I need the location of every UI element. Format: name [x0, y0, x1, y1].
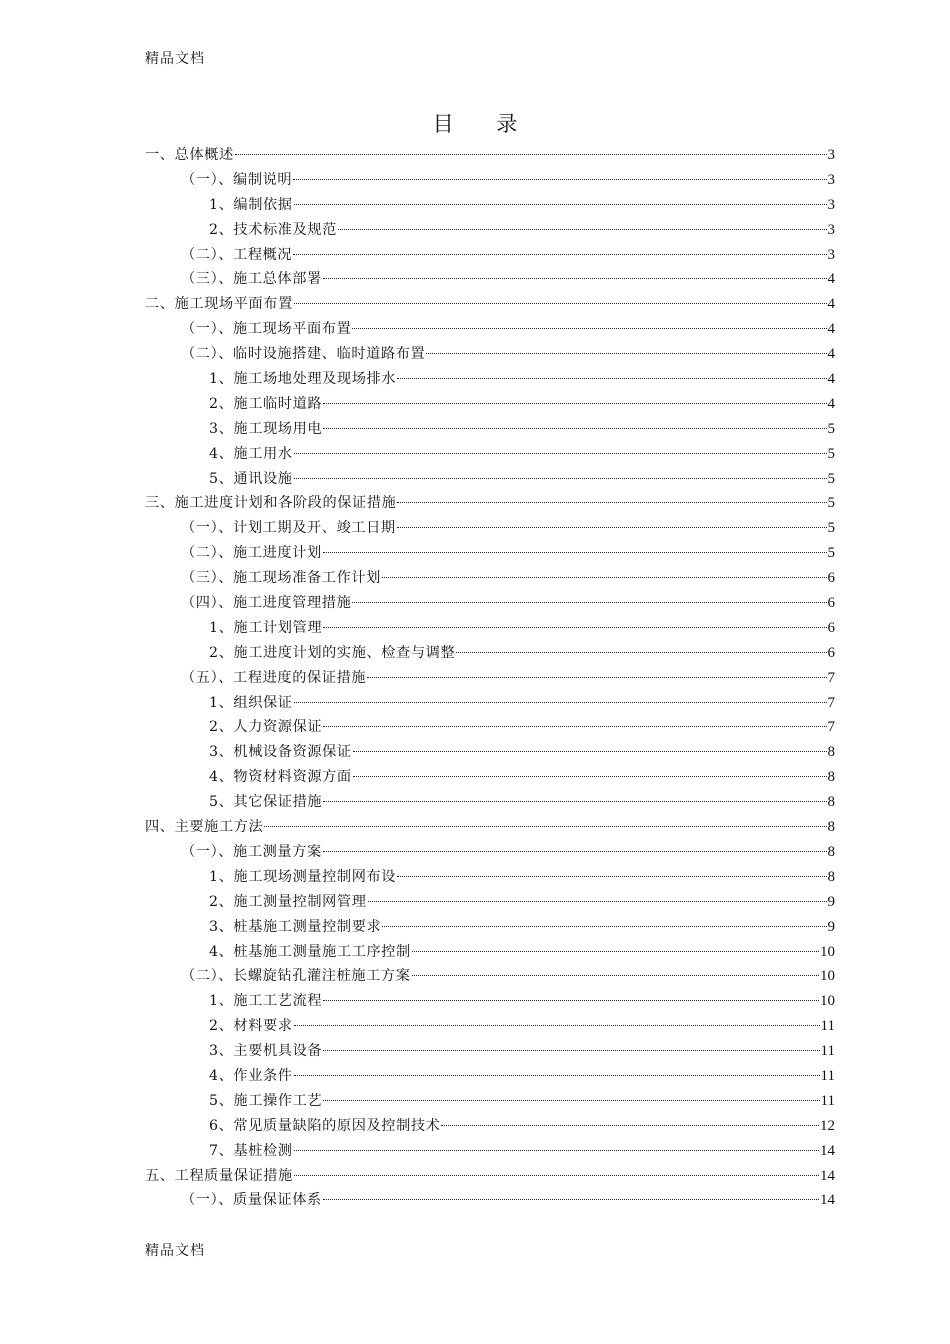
toc-entry-page-number: 5	[827, 545, 835, 562]
toc-entry-page-number: 8	[827, 769, 835, 786]
toc-dot-leader	[412, 951, 819, 952]
toc-entry-label: 2、施工临时道路	[209, 395, 323, 412]
toc-entry-page-number: 7	[827, 669, 835, 686]
toc-entry-label: （二）、施工进度计划	[181, 545, 322, 562]
toc-entry-label: （一）、计划工期及开、竣工日期	[181, 520, 396, 537]
toc-entry[interactable]	[145, 491, 835, 516]
toc-entry-label: 四、主要施工方法	[145, 819, 264, 836]
toc-entry-label: 4、桩基施工测量施工工序控制	[209, 943, 411, 960]
toc-entry-page-number: 10	[820, 943, 835, 960]
toc-dot-leader	[323, 627, 826, 628]
toc-entry[interactable]	[145, 417, 835, 442]
toc-entry-page-number: 5	[827, 445, 835, 462]
toc-entry[interactable]	[145, 342, 835, 367]
toc-entry-label: （二）、工程概况	[181, 246, 293, 263]
toc-dot-leader	[294, 453, 827, 454]
toc-entry-page-number: 3	[827, 171, 835, 188]
toc-entry-label: （一）、施工测量方案	[181, 843, 322, 860]
toc-entry-label: （三）、施工现场准备工作计划	[181, 570, 381, 587]
toc-entry-page-number: 8	[827, 744, 835, 761]
toc-entry-label: 1、施工计划管理	[209, 619, 323, 636]
toc-dot-leader	[293, 179, 826, 180]
toc-entry[interactable]	[145, 218, 835, 243]
toc-dot-leader	[323, 428, 826, 429]
toc-dot-leader	[294, 1150, 819, 1151]
toc-entry-page-number: 8	[827, 794, 835, 811]
toc-entry[interactable]	[145, 740, 835, 765]
toc-dot-leader	[264, 826, 826, 827]
toc-entry[interactable]	[145, 516, 835, 541]
toc-entry-page-number: 14	[820, 1167, 835, 1184]
toc-entry[interactable]	[145, 865, 835, 890]
toc-entry-label: 3、主要机具设备	[209, 1043, 323, 1060]
toc-entry[interactable]	[145, 292, 835, 317]
toc-entry-label: 5、通讯设施	[209, 470, 293, 487]
toc-entry[interactable]	[145, 566, 835, 591]
toc-entry-label: （二）、长螺旋钻孔灌注桩施工方案	[181, 968, 411, 985]
toc-entry-label: 2、人力资源保证	[209, 719, 323, 736]
toc-entry-label: 一、总体概述	[145, 147, 234, 163]
page-footer-label: 精品文档	[145, 1243, 205, 1259]
toc-dot-leader	[382, 926, 826, 927]
toc-entry-page-number: 11	[820, 1043, 835, 1060]
toc-entry-label: 2、材料要求	[209, 1018, 293, 1035]
toc-entry-label: 5、其它保证措施	[209, 794, 323, 811]
toc-entry-page-number: 4	[827, 346, 835, 363]
toc-entry-page-number: 3	[827, 246, 835, 263]
toc-entry-page-number: 5	[827, 470, 835, 487]
toc-entry-page-number: 10	[820, 968, 835, 985]
toc-entry-page-number: 6	[827, 570, 835, 587]
toc-entry-page-number: 4	[827, 371, 835, 388]
toc-entry-page-number: 5	[827, 420, 835, 437]
toc-dot-leader	[352, 602, 826, 603]
toc-entry-label: （一）、质量保证体系	[181, 1192, 322, 1209]
toc-entry[interactable]	[145, 193, 835, 218]
toc-entry-page-number: 5	[827, 520, 835, 537]
toc-entry-label: 7、基桩检测	[209, 1142, 293, 1159]
toc-entry-label: 2、施工进度计划的实施、检查与调整	[209, 644, 456, 661]
toc-entry[interactable]	[145, 1188, 835, 1213]
toc-dot-leader	[382, 577, 827, 578]
toc-dot-leader	[368, 901, 827, 902]
toc-entry-label: 1、施工工艺流程	[209, 993, 323, 1010]
toc-entry[interactable]	[145, 641, 835, 666]
toc-dot-leader	[235, 154, 827, 155]
toc-entry-page-number: 11	[820, 1067, 835, 1084]
toc-entry-page-number: 14	[820, 1142, 835, 1159]
toc-entry-label: （四）、施工进度管理措施	[181, 595, 352, 612]
toc-entry[interactable]	[145, 765, 835, 790]
toc-entry-label: 3、机械设备资源保证	[209, 744, 352, 761]
toc-dot-leader	[294, 1025, 820, 1026]
toc-title: 目 录	[432, 112, 536, 136]
toc-dot-leader	[352, 328, 826, 329]
toc-entry-page-number: 6	[827, 595, 835, 612]
toc-entry[interactable]	[145, 1064, 835, 1089]
toc-entry-label: 二、施工现场平面布置	[145, 296, 293, 313]
toc-entry[interactable]	[145, 591, 835, 616]
toc-dot-leader	[294, 702, 827, 703]
toc-entry-page-number: 3	[827, 196, 835, 213]
toc-dot-leader	[294, 1175, 819, 1176]
toc-entry-label: 1、施工场地处理及现场排水	[209, 371, 397, 388]
toc-entry[interactable]	[145, 940, 835, 965]
toc-entry[interactable]	[145, 790, 835, 815]
toc-entry[interactable]	[145, 715, 835, 740]
toc-entry-page-number: 12	[820, 1117, 835, 1134]
toc-entry-page-number: 6	[827, 619, 835, 636]
toc-dot-leader	[294, 1075, 820, 1076]
toc-entry-label: 5、施工操作工艺	[209, 1092, 323, 1109]
toc-entry[interactable]	[145, 691, 835, 716]
toc-entry-page-number: 7	[827, 694, 835, 711]
toc-dot-leader	[397, 378, 826, 379]
toc-dot-leader	[323, 851, 827, 852]
toc-dot-leader	[426, 353, 826, 354]
toc-entry-page-number: 14	[820, 1192, 835, 1209]
toc-entry-label: 3、桩基施工测量控制要求	[209, 918, 382, 935]
toc-entry-page-number: 9	[827, 893, 835, 910]
toc-dot-leader	[397, 876, 826, 877]
toc-entry-page-number: 3	[827, 221, 835, 238]
toc-entry[interactable]	[145, 666, 835, 691]
toc-entry-page-number: 4	[827, 296, 835, 313]
toc-entry[interactable]	[145, 1039, 835, 1064]
toc-dot-leader	[353, 776, 827, 777]
toc-entry-label: 4、物资材料资源方面	[209, 769, 352, 786]
toc-dot-leader	[338, 229, 827, 230]
toc-dot-leader	[397, 502, 826, 503]
toc-entry-page-number: 7	[827, 719, 835, 736]
toc-dot-leader	[294, 303, 827, 304]
toc-dot-leader	[323, 1050, 819, 1051]
toc-dot-leader	[323, 1199, 819, 1200]
toc-entry-label: （三）、施工总体部署	[181, 271, 322, 288]
toc-entry-label: （一）、施工现场平面布置	[181, 321, 352, 338]
toc-entry-label: （二）、临时设施搭建、临时道路布置	[181, 346, 426, 363]
toc-dot-leader	[323, 801, 826, 802]
toc-entry-page-number: 8	[827, 843, 835, 860]
toc-dot-leader	[323, 552, 827, 553]
toc-dot-leader	[293, 254, 826, 255]
toc-entry[interactable]	[145, 367, 835, 392]
toc-entry-page-number: 6	[827, 644, 835, 661]
toc-dot-leader	[294, 204, 827, 205]
table-of-contents	[145, 143, 835, 1213]
toc-entry-label: 三、施工进度计划和各阶段的保证措施	[145, 495, 397, 512]
toc-entry[interactable]	[145, 815, 835, 840]
toc-entry[interactable]	[145, 1164, 835, 1189]
toc-entry-label: （一）、编制说明	[181, 171, 293, 188]
toc-entry[interactable]	[145, 143, 835, 168]
toc-entry-page-number: 3	[827, 147, 835, 163]
toc-entry-label: 3、施工现场用电	[209, 420, 323, 437]
toc-dot-leader	[367, 677, 826, 678]
page-header-label: 精品文档	[145, 51, 205, 67]
toc-entry[interactable]	[145, 168, 835, 193]
toc-entry-label: 4、施工用水	[209, 445, 293, 462]
toc-entry[interactable]	[145, 317, 835, 342]
toc-dot-leader	[323, 403, 826, 404]
toc-entry-label: （五）、工程进度的保证措施	[181, 669, 367, 686]
toc-entry[interactable]	[145, 442, 835, 467]
toc-entry[interactable]	[145, 243, 835, 268]
toc-entry[interactable]	[145, 1139, 835, 1164]
toc-entry[interactable]	[145, 840, 835, 865]
toc-entry-page-number: 4	[827, 321, 835, 338]
toc-entry[interactable]	[145, 989, 835, 1014]
toc-entry-page-number: 5	[827, 495, 835, 512]
toc-dot-leader	[456, 652, 826, 653]
toc-dot-leader	[397, 527, 827, 528]
toc-entry-page-number: 8	[827, 868, 835, 885]
toc-entry[interactable]	[145, 267, 835, 292]
toc-dot-leader	[294, 478, 827, 479]
toc-entry[interactable]	[145, 392, 835, 417]
toc-dot-leader	[412, 975, 819, 976]
toc-entry-label: 6、常见质量缺陷的原因及控制技术	[209, 1117, 441, 1134]
toc-entry-label: 2、技术标准及规范	[209, 221, 337, 238]
toc-entry-page-number: 11	[820, 1092, 835, 1109]
toc-entry-page-number: 9	[827, 918, 835, 935]
toc-dot-leader	[323, 726, 826, 727]
toc-entry-page-number: 4	[827, 271, 835, 288]
toc-entry[interactable]	[145, 964, 835, 989]
toc-entry-label: 1、施工现场测量控制网布设	[209, 868, 397, 885]
toc-entry-label: 4、作业条件	[209, 1067, 293, 1084]
toc-entry-label: 五、工程质量保证措施	[145, 1167, 293, 1184]
toc-entry-page-number: 11	[820, 1018, 835, 1035]
toc-entry-page-number: 8	[827, 819, 835, 836]
toc-entry[interactable]	[145, 616, 835, 641]
toc-dot-leader	[323, 278, 827, 279]
toc-dot-leader	[441, 1125, 819, 1126]
toc-entry[interactable]	[145, 1089, 835, 1114]
toc-entry[interactable]	[145, 890, 835, 915]
toc-entry-label: 1、编制依据	[209, 196, 293, 213]
toc-entry[interactable]	[145, 467, 835, 492]
toc-dot-leader	[353, 751, 827, 752]
toc-entry[interactable]	[145, 915, 835, 940]
toc-entry-label: 1、组织保证	[209, 694, 293, 711]
toc-entry-page-number: 4	[827, 395, 835, 412]
toc-entry-label: 2、施工测量控制网管理	[209, 893, 367, 910]
toc-dot-leader	[323, 1100, 819, 1101]
toc-entry[interactable]	[145, 1014, 835, 1039]
toc-entry[interactable]	[145, 1114, 835, 1139]
toc-entry[interactable]	[145, 541, 835, 566]
toc-entry-page-number: 10	[820, 993, 835, 1010]
toc-dot-leader	[323, 1000, 819, 1001]
